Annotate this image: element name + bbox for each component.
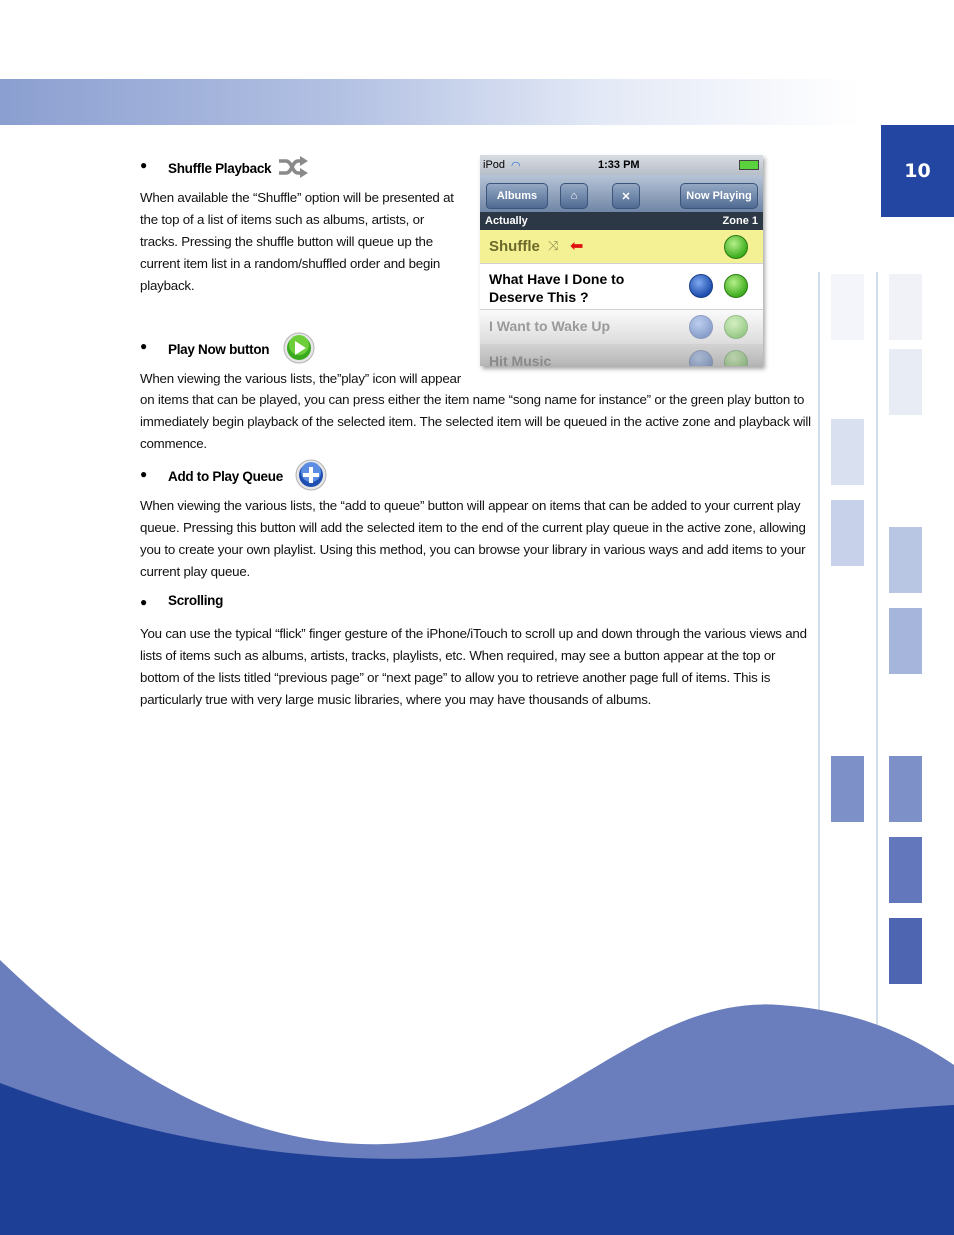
page-number-tab <box>881 125 954 217</box>
play-now-heading <box>168 332 315 367</box>
battery-icon <box>739 160 759 170</box>
bullet: ● <box>140 595 148 609</box>
now-playing-button[interactable] <box>680 183 758 209</box>
page-number: 10 <box>904 160 931 182</box>
now-playing-label: Now Playing <box>686 190 752 202</box>
list-item[interactable] <box>480 345 763 366</box>
shuffle-icon <box>277 155 309 182</box>
list-item-label-line1: What Have I Done to <box>489 271 625 287</box>
play-button[interactable] <box>724 315 748 339</box>
bullet: ● <box>140 158 148 172</box>
section-title: Actually <box>485 215 528 227</box>
shuffle-row-label: Shuffle <box>489 238 540 255</box>
bullet: ● <box>140 467 148 481</box>
scrolling-heading <box>168 593 223 608</box>
scrolling-heading-text: Scrolling <box>168 593 224 608</box>
shuffle-row[interactable] <box>480 230 763 264</box>
status-bar <box>480 155 763 175</box>
play-button[interactable] <box>724 350 748 366</box>
home-icon: ⌂ <box>570 190 578 202</box>
red-arrow-icon: ⬅ <box>570 238 584 255</box>
list-item[interactable] <box>480 264 763 310</box>
play-now-heading-text: Play Now button <box>168 342 270 357</box>
shuffle-heading-text: Shuffle Playback <box>168 161 272 176</box>
shuffle-body: When available the “Shuffle” option will be presented at the top of a list of items such as albums, artists, or tracks. Pressing the shuffle button will queue up the current item list in a random/shuffled order and begin playback. <box>140 190 454 293</box>
add-queue-icon <box>295 459 327 494</box>
wifi-icon: ◠ <box>511 159 521 172</box>
settings-button[interactable] <box>612 183 640 209</box>
add-queue-body: When viewing the various lists, the “add to queue” button will appear on items that can be added to your current play queue. Pressing this button will add the selected item to the end of the current play queue in the active zone, allowing you to create your own playlist. Using this method, you can browse your library in various ways and add items to your current play queue. <box>140 498 806 579</box>
nav-bar <box>480 175 763 212</box>
add-to-queue-button[interactable] <box>689 274 713 298</box>
back-button[interactable] <box>486 183 548 209</box>
list-item-label: I Want to Wake Up <box>489 318 611 334</box>
add-to-queue-button[interactable] <box>689 350 713 366</box>
tools-icon: ✕ <box>621 190 631 203</box>
home-button[interactable] <box>560 183 588 209</box>
list-item-label: Hit Music <box>489 353 552 366</box>
play-now-body: on items that can be played, you can press either the item name “song name for instance” or the green play button to immediately begin playback of the selected item. The selected item will be queued in the active zone and playback will commence. <box>140 392 811 451</box>
list-section-header <box>480 212 763 230</box>
header-banner <box>0 79 860 125</box>
shuffle-icon: ⤨ <box>548 238 559 253</box>
clock: 1:33 PM <box>598 159 640 171</box>
list-item[interactable] <box>480 310 763 345</box>
list-item-label <box>489 270 624 306</box>
add-queue-heading-text: Add to Play Queue <box>168 469 283 484</box>
add-to-queue-button[interactable] <box>689 315 713 339</box>
add-queue-heading <box>168 459 327 494</box>
scrolling-body: You can use the typical “flick” finger gesture of the iPhone/iTouch to scroll up and down through the various views and lists of items such as albums, artists, tracks, playlists, etc. When required, may see a button appear at the top or bottom of the lists titled “previous page” or “next page” to allow you to retrieve another page full of items. This is particularly true with very large music libraries, where you may have thousands of albums. <box>140 626 807 707</box>
carrier-label: iPod <box>483 159 506 171</box>
list-item-label-line2: Deserve This ? <box>489 289 589 305</box>
play-button[interactable] <box>724 235 748 259</box>
play-button[interactable] <box>724 274 748 298</box>
bullet: ● <box>140 339 148 353</box>
shuffle-heading <box>168 155 309 182</box>
play-button-icon <box>283 332 315 367</box>
footer-wave <box>0 955 954 1235</box>
play-now-body-line1: When viewing the various lists, the”play” icon will appear <box>140 371 461 386</box>
zone-label: Zone 1 <box>722 215 758 227</box>
back-button-label: Albums <box>496 190 538 202</box>
phone-screenshot <box>480 155 763 366</box>
